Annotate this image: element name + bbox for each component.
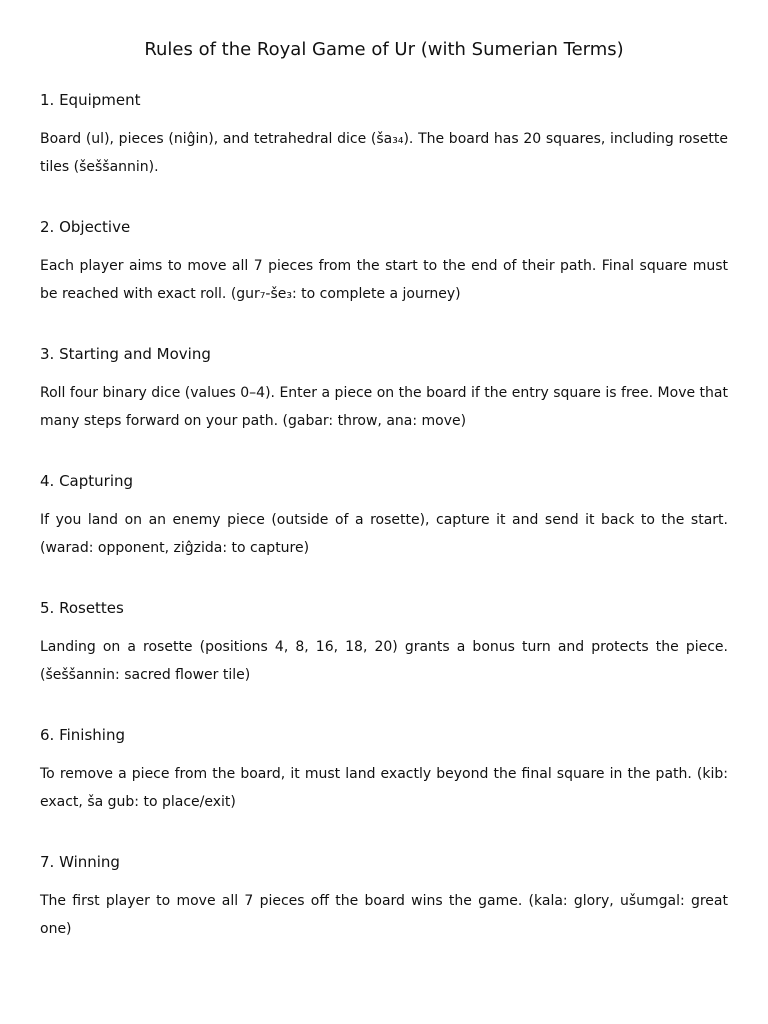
section-body: Each player aims to move all 7 pieces from the start to the end of their path. Final square must be reached with exact roll. (gur₇-še₃: to complete a journey) bbox=[40, 258, 728, 302]
section-heading: 4. Capturing bbox=[40, 472, 134, 490]
section-body: Board (ul), pieces (niĝin), and tetrahedral dice (ša₃₄). The board has 20 squares, including rosette tiles (šeššannin). bbox=[40, 131, 728, 175]
section-body: To remove a piece from the board, it must land exactly beyond the final square in the path. (kib: exact, ša gub: to place/exit) bbox=[40, 766, 728, 810]
section-heading: 7. Winning bbox=[40, 853, 120, 871]
section-body: The first player to move all 7 pieces off the board wins the game. (kala: glory, ušumgal: great one) bbox=[40, 893, 728, 937]
section-finishing bbox=[40, 725, 728, 816]
section-equipment bbox=[40, 90, 728, 181]
section-heading: 2. Objective bbox=[40, 218, 131, 236]
section-heading: 3. Starting and Moving bbox=[40, 345, 211, 363]
section-body: If you land on an enemy piece (outside of a rosette), capture it and send it back to the start. (warad: opponent, ziĝzida: to capture) bbox=[40, 512, 728, 556]
section-capturing bbox=[40, 471, 728, 562]
section-body: Landing on a rosette (positions 4, 8, 16, 18, 20) grants a bonus turn and protects the piece. (šeššannin: sacred flower tile) bbox=[40, 639, 728, 683]
section-winning bbox=[40, 852, 728, 943]
section-heading: 1. Equipment bbox=[40, 91, 141, 109]
section-rosettes bbox=[40, 598, 728, 689]
section-starting-and-moving bbox=[40, 344, 728, 435]
section-heading: 5. Rosettes bbox=[40, 599, 124, 617]
document-title: Rules of the Royal Game of Ur (with Sumerian Terms) bbox=[144, 39, 624, 60]
section-heading: 6. Finishing bbox=[40, 726, 125, 744]
section-body: Roll four binary dice (values 0–4). Enter a piece on the board if the entry square is free. Move that many steps forward on your path. (gabar: throw, ana: move) bbox=[40, 385, 728, 429]
section-objective bbox=[40, 217, 728, 308]
